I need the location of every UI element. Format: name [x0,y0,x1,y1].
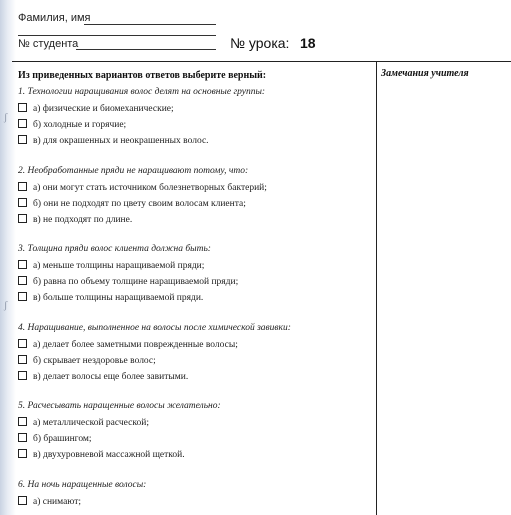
option-row[interactable] [18,432,368,448]
question-2 [18,165,368,229]
option-row[interactable] [18,102,368,118]
option-row[interactable] [18,181,368,197]
checkbox[interactable] [18,417,27,426]
checkbox[interactable] [18,339,27,348]
table-top-rule [12,61,511,62]
option-row[interactable] [18,338,368,354]
option-row[interactable] [18,134,368,150]
option-label: а) снимают; [33,497,82,507]
option-row[interactable] [18,495,368,511]
option-label: а) металлической расческой; [33,418,149,428]
name-field-line[interactable] [84,24,216,25]
question-3 [18,243,368,307]
scan-mark: ʃ [4,300,8,311]
lesson-number: 18 [300,35,316,51]
checkbox[interactable] [18,198,27,207]
option-label: а) они могут стать источником болезнетворных бактерий; [33,183,267,193]
option-label: а) меньше толщины наращиваемой пряди; [33,261,205,271]
option-label: в) для окрашенных и неокрашенных волос. [33,136,209,146]
student-number-line[interactable] [76,49,216,50]
question-4 [18,322,368,386]
checkbox[interactable] [18,119,27,128]
checkbox[interactable] [18,292,27,301]
name-field-label: Фамилия, имя [18,12,91,24]
checkbox[interactable] [18,496,27,505]
option-label: а) делает более заметными поврежденные волосы; [33,340,238,350]
option-row[interactable] [18,416,368,432]
option-label: б) они не подходят по цвету своим волосам клиента; [33,199,246,209]
question-text: 1. Технологии наращивания волос делят на основные группы: [18,87,266,97]
option-row[interactable] [18,370,368,386]
option-row[interactable] [18,291,368,307]
option-label: в) делает волосы еще более завитыми. [33,372,189,382]
lesson-label: № урока: [230,35,290,51]
option-label: б) брашингом; [33,434,92,444]
checkbox[interactable] [18,433,27,442]
question-5 [18,400,368,464]
option-label: в) двухуровневой массажной щеткой. [33,450,185,460]
question-1 [18,86,368,150]
option-row[interactable] [18,354,368,370]
checkbox[interactable] [18,182,27,191]
option-label: в) не подходят по длине. [33,215,133,225]
option-row[interactable] [18,118,368,134]
scan-shadow [0,0,16,515]
option-row[interactable] [18,448,368,464]
scan-mark: ʃ [4,112,8,123]
question-text: 5. Расчесывать наращенные волосы желательно: [18,401,221,411]
option-row[interactable] [18,213,368,229]
teacher-notes-title: Замечания учителя [381,68,469,79]
checkbox[interactable] [18,276,27,285]
student-number-label: № студента [18,38,79,50]
checkbox[interactable] [18,449,27,458]
option-row[interactable] [18,275,368,291]
question-6 [18,479,368,511]
checkbox[interactable] [18,135,27,144]
option-label: в) больше толщины наращиваемой пряди. [33,293,204,303]
question-text: 2. Необработанные пряди не наращивают потому, что: [18,166,249,176]
question-text: 6. На ночь наращенные волосы: [18,480,147,490]
question-text: 4. Наращивание, выполненное на волосы после химической завивки: [18,323,291,333]
option-row[interactable] [18,197,368,213]
column-divider [376,61,377,515]
option-label: б) скрывает нездоровье волос; [33,356,156,366]
option-label: б) холодные и горячие; [33,120,127,130]
checkbox[interactable] [18,260,27,269]
option-row[interactable] [18,259,368,275]
question-text: 3. Толщина пряди волос клиента должна быть: [18,244,211,254]
option-label: а) физические и биомеханические; [33,104,174,114]
name-field-line-2[interactable] [18,35,216,36]
checkbox[interactable] [18,214,27,223]
instructions: Из приведенных вариантов ответов выберите верный: [18,70,267,81]
checkbox[interactable] [18,371,27,380]
option-label: б) равна по объему толщине наращиваемой пряди; [33,277,239,287]
checkbox[interactable] [18,103,27,112]
checkbox[interactable] [18,355,27,364]
